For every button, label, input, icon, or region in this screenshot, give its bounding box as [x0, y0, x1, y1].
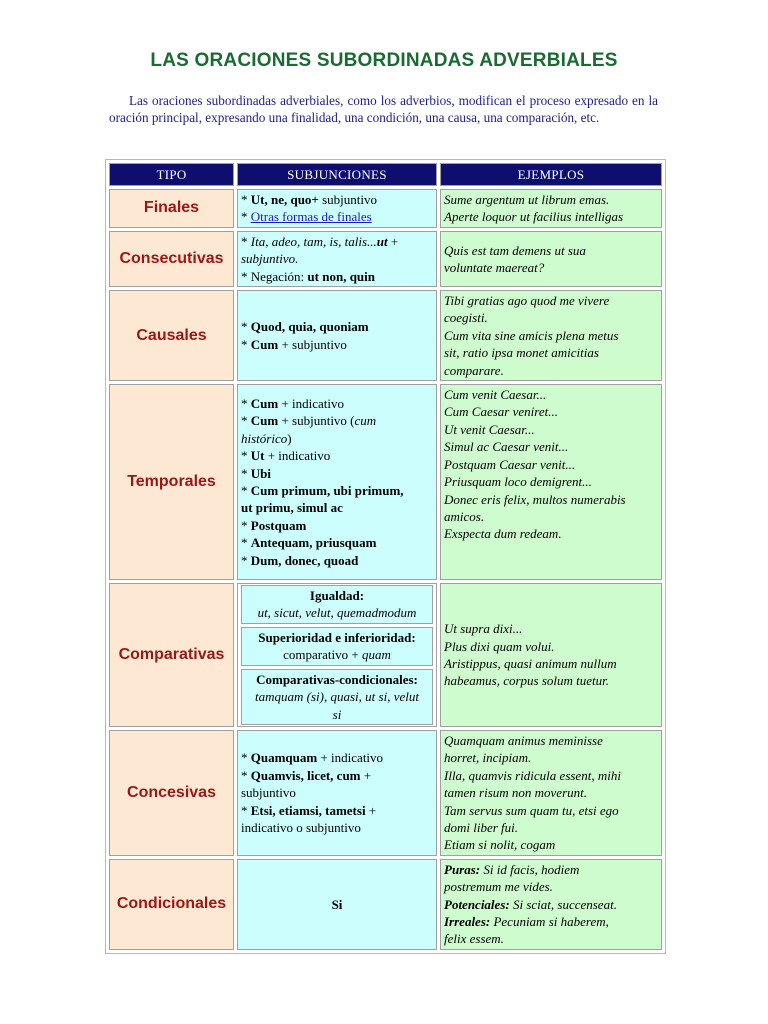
comparativas-subtable: [241, 582, 433, 728]
tipo-concesivas: Concesivas: [109, 730, 234, 856]
tipo-comparativas: Comparativas: [109, 583, 234, 727]
header-ejemplos: EJEMPLOS: [440, 163, 662, 186]
table-row-consecutivas: [109, 231, 662, 287]
intro-paragraph: Las oraciones subordinadas adverbiales, como los adverbios, modifican el proceso expresado en la oración principal, expresando una finalidad, una condición, una causa, una comparación, etc.: [109, 93, 658, 125]
page-title: LAS ORACIONES SUBORDINADAS ADVERBIALES: [150, 50, 618, 71]
header-tipo: TIPO: [109, 163, 234, 186]
ejemplos-causales: Tibi gratias ago quod me vivere coegisti. Cum vita sine amicis plena metus sit, ratio ipsa monet amicitias comparare.: [440, 290, 662, 381]
condicionales-comparativas-cell: Comparativas-condicionales: tamquam (si), quasi, ut si, velut si: [241, 669, 433, 725]
tipo-finales: Finales: [109, 189, 234, 228]
subjunciones-finales: * Ut, ne, quo+ subjuntivo * Otras formas de finales: [237, 189, 437, 228]
igualdad-cell: Igualdad: ut, sicut, velut, quemadmodum: [241, 585, 433, 624]
ejemplos-temporales: Cum venit Caesar... Cum Caesar veniret... Ut venit Caesar... Simul ac Caesar venit... Postquam Caesar venit... Priusquam loco demigrent... Donec eris felix, multos numerabis amicos. Exspecta dum redeam.: [440, 384, 662, 580]
tipo-consecutivas: Consecutivas: [109, 231, 234, 287]
table-row-temporales: [109, 384, 662, 580]
table-row-condicionales: [109, 859, 662, 950]
table-row-comparativas: [109, 583, 662, 727]
subjunciones-comparativas: [237, 583, 437, 727]
subjunciones-condicionales: Si: [237, 859, 437, 950]
ejemplos-concesivas: Quamquam animus meminisse horret, incipiam. Illa, quamvis ridicula essent, mihi tamen risum non moverunt. Tam servus sum quam tu, etsi ego domi liber fui. Etiam si nolit, cogam: [440, 730, 662, 856]
subjunciones-causales: * Quod, quia, quoniam * Cum + subjuntivo: [237, 290, 437, 381]
subjunciones-consecutivas: * Ita, adeo, tam, is, talis...ut + subjuntivo. * Negación: ut non, quin: [237, 231, 437, 287]
superioridad-cell: Superioridad e inferioridad: comparativo + quam: [241, 627, 433, 666]
tipo-temporales: Temporales: [109, 384, 234, 580]
subjunciones-concesivas: * Quamquam + indicativo * Quamvis, licet, cum + subjuntivo * Etsi, etiamsi, tametsi + indicativo o subjuntivo: [237, 730, 437, 856]
otras-formas-finales-link[interactable]: Otras formas de finales: [250, 209, 372, 225]
header-subjunciones: SUBJUNCIONES: [237, 163, 437, 186]
ejemplos-comparativas: Ut supra dixi... Plus dixi quam volui. Aristippus, quasi animum nullum habeamus, corpus solum tuetur.: [440, 583, 662, 727]
tipo-condicionales: Condicionales: [109, 859, 234, 950]
table-row-concesivas: [109, 730, 662, 856]
tipo-causales: Causales: [109, 290, 234, 381]
ejemplos-finales: Sume argentum ut librum emas. Aperte loquor ut facilius intelligas: [440, 189, 662, 228]
adverbial-clauses-table: [105, 159, 666, 954]
table-row-causales: [109, 290, 662, 381]
subjunciones-temporales: * Cum + indicativo * Cum + subjuntivo (cum histórico) * Ut + indicativo * Ubi * Cum primum, ubi primum, ut primu, simul ac * Postquam * Antequam, priusquam * Dum, donec, quoad: [237, 384, 437, 580]
table-header-row: [109, 163, 662, 186]
table-row-finales: [109, 189, 662, 228]
ejemplos-consecutivas: Quis est tam demens ut sua voluntate maereat?: [440, 231, 662, 287]
ejemplos-condicionales: Puras: Si id facis, hodiem postremum me vides. Potenciales: Si sciat, succenseat. Irreales: Pecuniam si haberem, felix essem.: [440, 859, 662, 950]
